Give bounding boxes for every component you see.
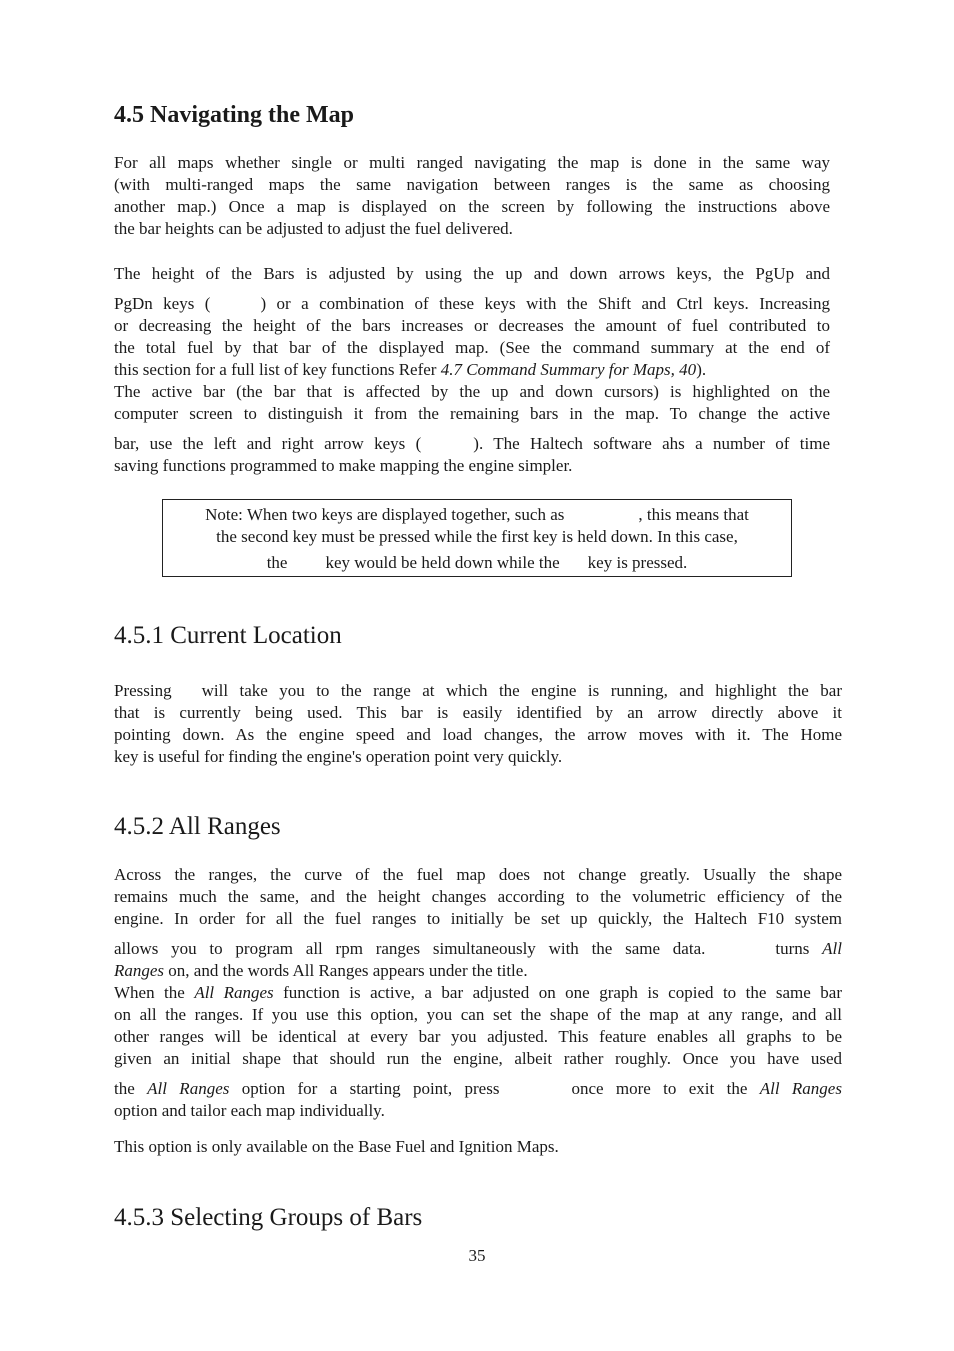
text-line (114, 293, 830, 315)
text-line (114, 982, 842, 1004)
subsection-heading: 4.5.2 All Ranges (114, 813, 281, 840)
note-line (163, 504, 791, 526)
text-line: given an initial shape that should run the engine, albeit rather roughly. Once you have used (114, 1049, 842, 1068)
intro-paragraph (114, 152, 830, 240)
text-line: computer screen to distinguish it from the remaining bars in the map. To change the active (114, 404, 830, 423)
note-line (163, 552, 791, 574)
text-line: or decreasing the height of the bars increases or decreases the amount of fuel contributed to (114, 316, 830, 335)
text-run: this section for a full list of key functions Refer (114, 360, 441, 379)
text-run: Pressing (114, 681, 172, 700)
text-line: The active bar (the bar that is affected by the up and down cursors) is highlighted on the (114, 382, 830, 401)
current-location-paragraph (114, 680, 842, 768)
section-heading: 4.5 Navigating the Map (114, 102, 354, 128)
text-line (114, 433, 830, 455)
text-line: that is currently being used. This bar is easily identified by an arrow directly above it (114, 703, 842, 722)
italic-term: All (822, 939, 842, 958)
bar-height-paragraph (114, 263, 830, 477)
text-run: option for a starting point, press (229, 1079, 500, 1098)
text-line: the bar heights can be adjusted to adjust the fuel delivered. (114, 219, 513, 238)
text-run: on, and the words All Ranges appears under the title. (164, 961, 528, 980)
text-run: ). (696, 360, 707, 379)
text-line: Across the ranges, the curve of the fuel map does not change greatly. Usually the shape (114, 865, 842, 884)
page-number: 35 (468, 1246, 486, 1265)
text-line (114, 359, 830, 381)
text-run: PgDn keys ( (114, 294, 211, 313)
text-line (114, 1078, 842, 1100)
italic-term: All Ranges (147, 1079, 230, 1098)
text-line: The height of the Bars is adjusted by using the up and down arrows keys, the PgUp and (114, 264, 830, 283)
italic-term: Ranges (114, 961, 165, 980)
text-run: the (266, 553, 288, 572)
cross-reference: 4.7 Command Summary for Maps, 40 (440, 360, 697, 379)
text-run: Note: When two keys are displayed together, such as (205, 505, 565, 524)
text-run: key would be held down while the (325, 553, 560, 572)
text-run: function is active, a bar adjusted on one graph is copied to the same bar (273, 983, 843, 1002)
text-line (114, 960, 842, 982)
text-line: saving functions programmed to make mapping the engine simpler. (114, 456, 573, 475)
text-line: key is useful for finding the engine's operation point very quickly. (114, 747, 563, 766)
text-line: pointing down. As the engine speed and load changes, the arrow moves with it. The Home (114, 725, 842, 744)
note-line: the second key must be pressed while the first key is held down. In this case, (216, 527, 738, 546)
text-run: once more to exit the (571, 1079, 760, 1098)
subsection-heading: 4.5.1 Current Location (114, 622, 342, 649)
text-run: ) or a combination of these keys with the Shift and Ctrl keys. Increasing (260, 294, 830, 313)
text-line (114, 938, 842, 960)
text-run: the (114, 1079, 148, 1098)
text-line: the total fuel by that bar of the displayed map. (See the command summary at the end of (114, 338, 830, 357)
text-line (114, 680, 842, 702)
text-line: engine. In order for all the fuel ranges to initially be set up quickly, the Haltech F10 system (114, 909, 842, 928)
note-box (162, 499, 792, 577)
text-run: bar, use the left and right arrow keys ( (114, 434, 422, 453)
text-line: on all the ranges. If you use this option, you can set the shape of the map at any range, and all (114, 1005, 842, 1024)
text-line: (with multi-ranged maps the same navigation between ranges is the same as choosing (114, 175, 830, 194)
text-line: other ranges will be identical at every bar you adjusted. This feature enables all graphs to be (114, 1027, 842, 1046)
text-line: option and tailor each map individually. (114, 1101, 385, 1120)
text-run: key is pressed. (587, 553, 688, 572)
text-run: , this means that (638, 505, 749, 524)
italic-term: All Ranges (194, 983, 274, 1002)
text-run: ). The Haltech software ahs a number of time (473, 434, 831, 453)
all-ranges-paragraph (114, 864, 842, 1122)
italic-term: All Ranges (759, 1079, 842, 1098)
text-line: another map.) Once a map is displayed on the screen by following the instructions above (114, 197, 830, 216)
subsection-heading: 4.5.3 Selecting Groups of Bars (114, 1204, 423, 1231)
text-run: turns (775, 939, 823, 958)
text-run: When the (114, 983, 195, 1002)
text-line: remains much the same, and the height changes according to the volumetric efficiency of the (114, 887, 842, 906)
text-run: allows you to program all rpm ranges simultaneously with the same data. (114, 939, 706, 958)
availability-note: This option is only available on the Base Fuel and Ignition Maps. (114, 1137, 559, 1156)
text-line: For all maps whether single or multi ranged navigating the map is done in the same way (114, 153, 830, 172)
text-run: will take you to the range at which the engine is running, and highlight the bar (201, 681, 842, 700)
